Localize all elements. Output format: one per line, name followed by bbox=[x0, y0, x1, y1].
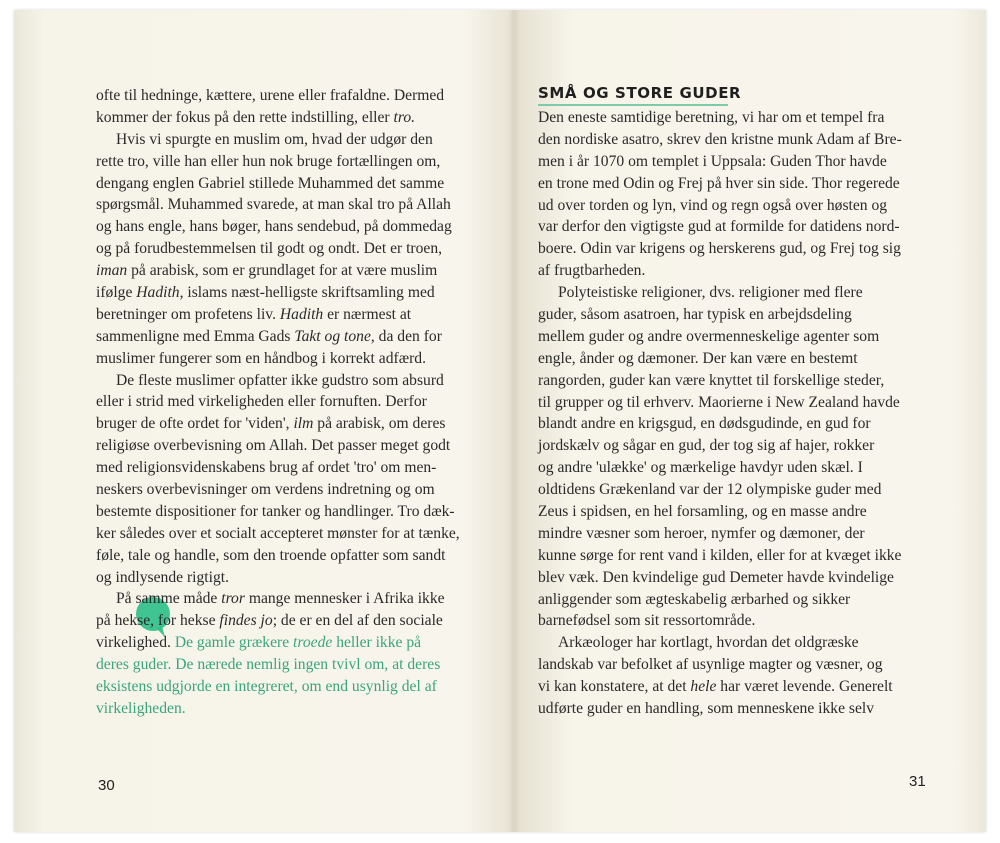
text-span: muslimer fungerer som en håndbog i korrekt adfærd. bbox=[96, 349, 426, 367]
text-line bbox=[96, 457, 460, 479]
text-span: kunne sørge for rent vand i kilden, eller for at kvæget ikke bbox=[538, 546, 902, 564]
text-line bbox=[96, 151, 460, 173]
page-number-right: 31 bbox=[909, 773, 926, 790]
text-span: føle, tale og handle, som den troende opfatter som sandt bbox=[96, 546, 446, 564]
text-line bbox=[538, 195, 902, 217]
text-span: den nordiske asatro, skrev den kristne munk Adam af Bre- bbox=[538, 130, 902, 148]
page-number-left: 30 bbox=[98, 777, 115, 794]
text-span: ker således over et socialt accepteret mønster for at tænke, bbox=[96, 524, 460, 542]
text-span: engle, ånder og dæmoner. Der kan være en bestemt bbox=[538, 349, 858, 367]
book-spread bbox=[14, 10, 986, 832]
text-line bbox=[538, 589, 902, 611]
text-span: , islams næst-helligste skriftsamling med bbox=[179, 284, 435, 302]
text-span: rette tro, ville han eller hun nok bruge fortællingen om, bbox=[96, 152, 441, 170]
text-line bbox=[96, 194, 460, 216]
text-span: vi kan konstatere, at det bbox=[538, 678, 691, 696]
text-span: ; de er en del af den sociale bbox=[272, 612, 443, 630]
text-span: På samme måde bbox=[116, 590, 222, 608]
text-span: heller ikke på bbox=[332, 634, 422, 652]
text-line bbox=[538, 676, 902, 698]
text-span: ofte til hedninge, kættere, urene eller frafaldne. Dermed bbox=[96, 87, 445, 104]
text-span: Polyteistiske religioner, dvs. religioner med flere bbox=[558, 284, 863, 302]
text-span: deres guder. De nærede nemlig ingen tvivl om, at deres bbox=[96, 656, 441, 674]
text-span: Takt og tone bbox=[294, 327, 371, 345]
text-line bbox=[538, 282, 902, 304]
text-line bbox=[538, 173, 902, 195]
text-line bbox=[538, 523, 902, 545]
text-span: er nærmest at bbox=[323, 305, 412, 323]
text-span: Zeus i spidsen, en hel forsamling, og en masse andre bbox=[538, 503, 867, 521]
text-span: jordskælv og sågar en gud, der tog sig af hajer, rokker bbox=[538, 437, 875, 455]
text-span: mindre væsner som heroer, nymfer og dæmoner, der bbox=[538, 524, 865, 542]
text-span: Arkæologer har kortlagt, hvordan det oldgræske bbox=[558, 634, 859, 652]
text-span: blev væk. Den kvindelige gud Demeter havde kvindelige bbox=[538, 568, 894, 586]
text-line bbox=[96, 610, 460, 632]
text-line bbox=[538, 567, 902, 589]
text-span: spørgsmål. Muhammed svarede, at man skal tro på Allah bbox=[96, 196, 451, 214]
text-line bbox=[538, 370, 902, 392]
text-line bbox=[96, 654, 460, 676]
text-span: blandt andre en krigsgud, en dødsgudinde, en gud for bbox=[538, 415, 871, 433]
text-span: Hadith bbox=[279, 305, 324, 323]
text-span: en trone med Odin og Frej på hver sin side. Thor regerede bbox=[538, 174, 900, 192]
text-line bbox=[538, 238, 902, 260]
text-line bbox=[96, 391, 460, 413]
text-line bbox=[538, 392, 902, 414]
text-span: af frugtbarheden. bbox=[538, 262, 646, 280]
text-span: tror bbox=[221, 590, 245, 608]
left-page bbox=[14, 10, 500, 832]
text-span: på hekse, for hekse bbox=[96, 612, 220, 630]
text-line bbox=[538, 610, 902, 632]
text-span: Den eneste samtidige beretning, vi har om et tempel fra bbox=[538, 109, 885, 126]
text-span: på arabisk, som er grundlaget for at være muslim bbox=[127, 262, 438, 280]
right-page bbox=[500, 10, 986, 832]
text-line bbox=[96, 326, 460, 348]
section-heading: SMÅ OG STORE GUDER bbox=[538, 84, 742, 102]
text-span: De fleste muslimer opfatter ikke gudstro som absurd bbox=[116, 371, 444, 389]
text-line bbox=[96, 260, 460, 282]
text-line bbox=[538, 304, 902, 326]
text-line bbox=[538, 348, 902, 370]
text-span: virkeligheden. bbox=[96, 699, 186, 717]
text-line bbox=[96, 370, 460, 392]
text-span: ilm bbox=[293, 415, 314, 433]
text-span: troede bbox=[293, 634, 333, 652]
text-span: landskab var befolket af usynlige magter og væsner, og bbox=[538, 656, 883, 674]
text-span: mellem guder og andre overmenneskelige agenter som bbox=[538, 327, 880, 345]
text-span: tro. bbox=[393, 108, 416, 126]
text-line bbox=[96, 129, 460, 151]
text-span: ifølge bbox=[96, 284, 137, 302]
right-page-body-text bbox=[538, 107, 902, 720]
text-span: med religionsvidenskabens brug af ordet 'tro' om men- bbox=[96, 459, 437, 477]
text-line bbox=[96, 676, 460, 698]
text-span: og indlysende rigtigt. bbox=[96, 568, 229, 586]
text-span: sammenligne med Emma Gads bbox=[96, 327, 295, 345]
text-span: har været levende. Generelt bbox=[716, 678, 893, 696]
text-line bbox=[538, 457, 902, 479]
text-span: kommer der fokus på den rette indstilling, eller bbox=[96, 108, 394, 126]
text-line bbox=[538, 326, 902, 348]
text-line bbox=[538, 654, 902, 676]
text-line bbox=[96, 501, 460, 523]
text-line bbox=[538, 413, 902, 435]
text-span: religiøse overbevisning om Allah. Det passer meget godt bbox=[96, 437, 451, 455]
text-line bbox=[96, 107, 460, 129]
text-span: og hans engle, hans bøger, hans sendebud, på dommedag bbox=[96, 218, 452, 236]
text-span: mange mennesker i Afrika ikke bbox=[244, 590, 445, 608]
text-line bbox=[96, 282, 460, 304]
text-span: bruger de ofte ordet for 'viden', bbox=[96, 415, 294, 433]
text-line bbox=[538, 632, 902, 654]
text-line bbox=[538, 698, 902, 720]
text-line bbox=[96, 632, 460, 654]
text-line bbox=[96, 413, 460, 435]
text-span: bestemte dispositioner for tanker og handlinger. Tro dæk- bbox=[96, 502, 455, 520]
text-line bbox=[96, 523, 460, 545]
text-span: anliggender som ægteskabelig ærbarhed og sikker bbox=[538, 590, 851, 608]
text-span: og andre 'ulække' og mærkelige havdyr uden skæl. I bbox=[538, 459, 863, 477]
text-span: var derfor den vigtigste gud at formilde for datidens nord- bbox=[538, 218, 900, 236]
text-line bbox=[538, 435, 902, 457]
text-span: virkelighed. bbox=[96, 634, 175, 652]
text-line bbox=[538, 479, 902, 501]
text-line bbox=[96, 173, 460, 195]
text-span: dengang englen Gabriel stillede Muhammed det samme bbox=[96, 174, 445, 192]
text-line bbox=[96, 85, 460, 107]
heading-underline bbox=[538, 104, 728, 106]
text-span: til grupper og til erhverv. Maorierne i New Zealand havde bbox=[538, 393, 900, 411]
text-span: iman bbox=[96, 262, 128, 280]
text-line bbox=[538, 545, 902, 567]
text-span: barnefødsel som sit ressortområde. bbox=[538, 612, 756, 630]
text-span: hele bbox=[690, 678, 717, 696]
text-span: eller i strid med virkeligheden eller fornuften. Derfor bbox=[96, 393, 427, 411]
text-line bbox=[96, 435, 460, 457]
text-line bbox=[538, 260, 902, 282]
text-span: eksistens udgjorde en integreret, om end usynlig del af bbox=[96, 678, 437, 696]
text-span: guder, såsom asatroen, har typisk en arbejdsdeling bbox=[538, 306, 852, 324]
text-line bbox=[96, 479, 460, 501]
text-span: udførte guder en handling, som menneskene ikke selv bbox=[538, 700, 875, 718]
text-line bbox=[96, 545, 460, 567]
text-span: , da den for bbox=[370, 327, 442, 345]
text-line bbox=[96, 567, 460, 589]
text-span: findes jo bbox=[219, 612, 273, 630]
text-line bbox=[538, 501, 902, 523]
text-span: De gamle grækere bbox=[174, 634, 294, 652]
text-span: men i år 1070 om templet i Uppsala: Guden Thor havde bbox=[538, 152, 887, 170]
text-line bbox=[96, 238, 460, 260]
text-line bbox=[538, 216, 902, 238]
text-span: Hvis vi spurgte en muslim om, hvad der udgør den bbox=[116, 130, 433, 148]
left-page-body-text bbox=[96, 85, 460, 720]
text-span: ud over torden og lyn, vind og regn også over høsten og bbox=[538, 196, 888, 214]
text-line bbox=[96, 588, 460, 610]
text-line bbox=[538, 129, 902, 151]
text-line bbox=[96, 216, 460, 238]
text-line bbox=[96, 304, 460, 326]
text-span: boere. Odin var krigens og herskerens gud, og Frej tog sig bbox=[538, 240, 901, 258]
text-line bbox=[96, 698, 460, 720]
text-span: på arabisk, om deres bbox=[313, 415, 446, 433]
text-span: neskers overbevisninger om verdens indretning og om bbox=[96, 481, 435, 499]
text-span: rangorden, guder kan være knyttet til forskellige steder, bbox=[538, 371, 885, 389]
text-span: oldtidens Grækenland var der 12 olympiske guder med bbox=[538, 481, 882, 499]
text-span: beretninger om profetens liv. bbox=[96, 305, 280, 323]
text-span: Hadith bbox=[136, 284, 180, 302]
text-line bbox=[538, 107, 902, 129]
text-line bbox=[96, 348, 460, 370]
text-span: og på forudbestemmelsen til godt og ondt. Det er troen, bbox=[96, 240, 443, 258]
text-line bbox=[538, 151, 902, 173]
